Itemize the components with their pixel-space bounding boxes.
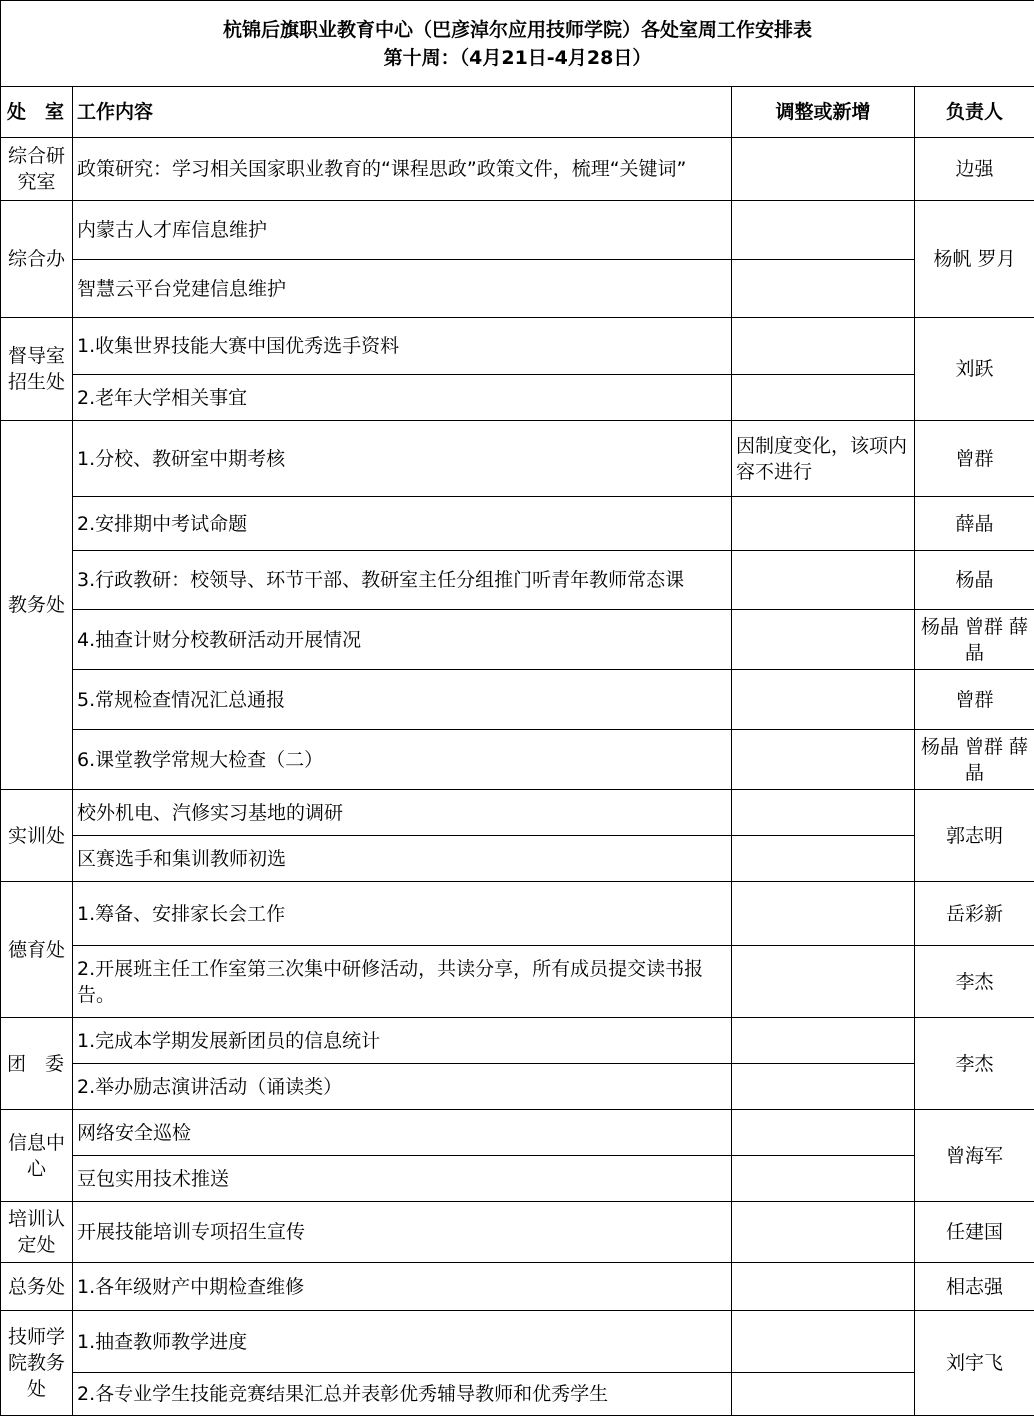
header-content: 工作内容 — [73, 87, 732, 138]
task-content: 3.行政教研：校领导、环节干部、教研室主任分组推门听青年教师常态课 — [73, 551, 732, 610]
task-content: 1.筹备、安排家长会工作 — [73, 882, 732, 946]
dept-peixun: 培训认定处 — [1, 1202, 73, 1263]
task-adjust — [732, 1064, 915, 1110]
task-adjust — [732, 1373, 915, 1416]
table-row — [1, 201, 1034, 260]
task-adjust — [732, 375, 915, 421]
task-adjust — [732, 790, 915, 836]
table-row — [1, 882, 1034, 946]
task-person: 曾海军 — [915, 1110, 1034, 1202]
task-person: 郭志明 — [915, 790, 1034, 882]
task-adjust — [732, 260, 915, 318]
table-row — [1, 1202, 1034, 1263]
task-person: 岳彩新 — [915, 882, 1034, 946]
task-content: 校外机电、汽修实习基地的调研 — [73, 790, 732, 836]
task-person: 曾群 — [915, 670, 1034, 730]
task-person: 李杰 — [915, 946, 1034, 1018]
task-adjust: 因制度变化，该项内容不进行 — [732, 421, 915, 497]
task-adjust — [732, 1263, 915, 1311]
task-content: 2.举办励志演讲活动（诵读类） — [73, 1064, 732, 1110]
dept-deyu: 德育处 — [1, 882, 73, 1018]
task-content: 2.老年大学相关事宜 — [73, 375, 732, 421]
task-adjust — [732, 1156, 915, 1202]
task-content: 区赛选手和集训教师初选 — [73, 836, 732, 882]
header-adjust: 调整或新增 — [732, 87, 915, 138]
task-content: 豆包实用技术推送 — [73, 1156, 732, 1202]
task-adjust — [732, 670, 915, 730]
table-row — [1, 421, 1034, 497]
task-content: 内蒙古人才库信息维护 — [73, 201, 732, 260]
dept-duda-zhaosheng: 督导室招生处 — [1, 318, 73, 421]
task-person: 刘跃 — [915, 318, 1034, 421]
header-dept-char-2: 室 — [45, 101, 65, 123]
dept-zongheban: 综合办 — [1, 201, 73, 318]
task-person: 杨帆 罗月 — [915, 201, 1034, 318]
task-adjust — [732, 1202, 915, 1263]
header-dept-char-1: 处 — [7, 101, 27, 123]
task-adjust — [732, 497, 915, 551]
task-content: 5.常规检查情况汇总通报 — [73, 670, 732, 730]
task-person: 边强 — [915, 138, 1034, 201]
task-content: 网络安全巡检 — [73, 1110, 732, 1156]
title-line-1: 杭锦后旗职业教育中心（巴彦淖尔应用技师学院）各处室周工作安排表 — [223, 18, 813, 41]
table-row — [1, 1373, 1034, 1416]
table-row — [1, 375, 1034, 421]
dept-zongwu: 总务处 — [1, 1263, 73, 1311]
task-adjust — [732, 1311, 915, 1373]
title-line-2: 第十周：（4月21日-4月28日） — [383, 46, 652, 69]
dept-zonghe-yanjiu: 综合研究室 — [1, 138, 73, 201]
task-person: 相志强 — [915, 1263, 1034, 1311]
table-row — [1, 946, 1034, 1018]
dept-tuanwei: 团 委 — [1, 1018, 73, 1110]
task-person: 李杰 — [915, 1018, 1034, 1110]
task-content: 1.完成本学期发展新团员的信息统计 — [73, 1018, 732, 1064]
table-row — [1, 836, 1034, 882]
task-person: 曾群 — [915, 421, 1034, 497]
header-row — [1, 87, 1034, 138]
table-row — [1, 1110, 1034, 1156]
title-row — [1, 1, 1034, 87]
task-content: 智慧云平台党建信息维护 — [73, 260, 732, 318]
task-adjust — [732, 1018, 915, 1064]
task-content: 政策研究：学习相关国家职业教育的“课程思政”政策文件，梳理“关键词” — [73, 138, 732, 201]
task-adjust — [732, 201, 915, 260]
task-adjust — [732, 1110, 915, 1156]
task-content: 2.安排期中考试命题 — [73, 497, 732, 551]
table-row — [1, 1018, 1034, 1064]
table-row — [1, 1064, 1034, 1110]
table-row — [1, 138, 1034, 201]
table-row — [1, 1263, 1034, 1311]
header-dept — [1, 87, 73, 138]
task-adjust — [732, 836, 915, 882]
table-row — [1, 318, 1034, 375]
table-row — [1, 670, 1034, 730]
task-adjust — [732, 318, 915, 375]
table-row — [1, 1156, 1034, 1202]
task-adjust — [732, 138, 915, 201]
task-person: 薛晶 — [915, 497, 1034, 551]
task-adjust — [732, 610, 915, 670]
task-content: 开展技能培训专项招生宣传 — [73, 1202, 732, 1263]
task-person: 任建国 — [915, 1202, 1034, 1263]
task-adjust — [732, 882, 915, 946]
task-content: 6.课堂教学常规大检查（二） — [73, 730, 732, 790]
table-title — [1, 1, 1034, 87]
task-person: 杨晶 曾群 薛晶 — [915, 610, 1034, 670]
header-person: 负责人 — [915, 87, 1034, 138]
task-content: 1.各年级财产中期检查维修 — [73, 1263, 732, 1311]
table-row — [1, 610, 1034, 670]
task-adjust — [732, 730, 915, 790]
table-row — [1, 551, 1034, 610]
task-content: 4.抽查计财分校教研活动开展情况 — [73, 610, 732, 670]
table-row — [1, 790, 1034, 836]
dept-jiaowu: 教务处 — [1, 421, 73, 790]
task-adjust — [732, 946, 915, 1018]
table-row — [1, 260, 1034, 318]
task-content: 1.收集世界技能大赛中国优秀选手资料 — [73, 318, 732, 375]
dept-jishi-jiaowu: 技师学院教务处 — [1, 1311, 73, 1416]
task-person: 杨晶 曾群 薛晶 — [915, 730, 1034, 790]
table-row — [1, 497, 1034, 551]
task-person: 刘宇飞 — [915, 1311, 1034, 1416]
task-content: 2.开展班主任工作室第三次集中研修活动，共读分享，所有成员提交读书报告。 — [73, 946, 732, 1018]
task-content: 1.分校、教研室中期考核 — [73, 421, 732, 497]
dept-xinxi: 信息中心 — [1, 1110, 73, 1202]
task-content: 2.各专业学生技能竞赛结果汇总并表彰优秀辅导教师和优秀学生 — [73, 1373, 732, 1416]
table-row — [1, 730, 1034, 790]
task-person: 杨晶 — [915, 551, 1034, 610]
table-row — [1, 1311, 1034, 1373]
dept-shixun: 实训处 — [1, 790, 73, 882]
task-adjust — [732, 551, 915, 610]
task-content: 1.抽查教师教学进度 — [73, 1311, 732, 1373]
